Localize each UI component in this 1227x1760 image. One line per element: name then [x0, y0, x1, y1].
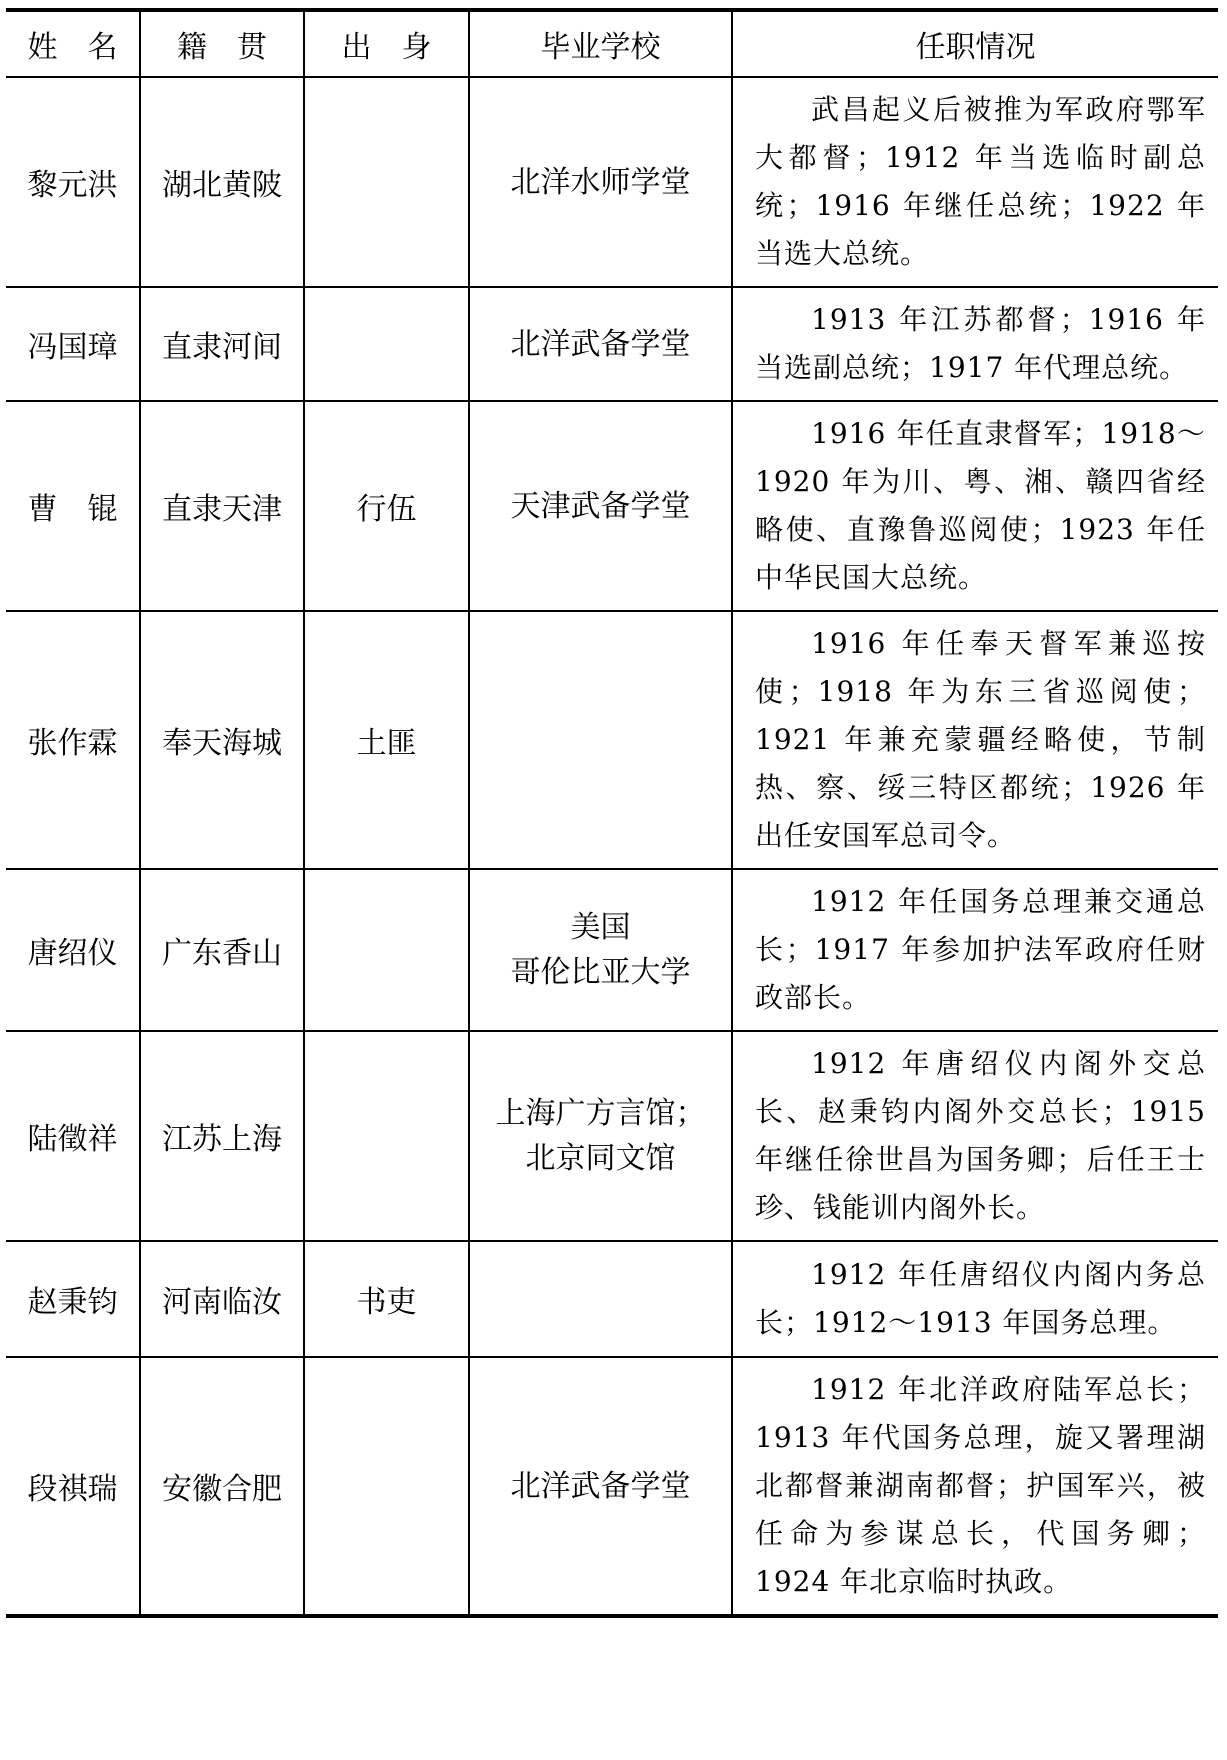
cell-name: 黎元洪: [6, 77, 140, 287]
table-row: [6, 869, 1218, 1031]
cell-native-place: 江苏上海: [140, 1031, 304, 1241]
cell-origin: [304, 77, 469, 287]
table-row: [6, 401, 1218, 611]
header-career: 任职情况: [732, 10, 1218, 77]
cell-name: 陆徵祥: [6, 1031, 140, 1241]
cell-career: 1916 年任直隶督军；1918～1920 年为川、粤、湘、赣四省经略使、直豫鲁巡阅使；1923 年任中华民国大总统。: [732, 401, 1218, 611]
cell-school: 北洋水师学堂: [469, 77, 732, 287]
cell-career: 1912 年任唐绍仪内阁内务总长；1912～1913 年国务总理。: [732, 1241, 1218, 1357]
cell-name: 冯国璋: [6, 287, 140, 401]
cell-origin: [304, 1031, 469, 1241]
cell-career: 1912 年唐绍仪内阁外交总长、赵秉钧内阁外交总长；1915 年继任徐世昌为国务卿；后任王士珍、钱能训内阁外长。: [732, 1031, 1218, 1241]
cell-name: 段祺瑞: [6, 1357, 140, 1616]
table-row: [6, 287, 1218, 401]
cell-native-place: 安徽合肥: [140, 1357, 304, 1616]
cell-school: [469, 611, 732, 869]
cell-name: 张作霖: [6, 611, 140, 869]
cell-native-place: 直隶河间: [140, 287, 304, 401]
officials-table: [6, 8, 1218, 1618]
cell-school: 美国 哥伦比亚大学: [469, 869, 732, 1031]
cell-origin: 书吏: [304, 1241, 469, 1357]
cell-school: [469, 1241, 732, 1357]
cell-origin: 土匪: [304, 611, 469, 869]
cell-native-place: 湖北黄陂: [140, 77, 304, 287]
header-native-place: 籍 贯: [140, 10, 304, 77]
cell-career: 1916 年任奉天督军兼巡按使；1918 年为东三省巡阅使；1921 年兼充蒙疆经略使，节制热、察、绥三特区都统；1926 年出任安国军总司令。: [732, 611, 1218, 869]
header-row: [6, 10, 1218, 77]
cell-native-place: 广东香山: [140, 869, 304, 1031]
header-school: 毕业学校: [469, 10, 732, 77]
cell-origin: 行伍: [304, 401, 469, 611]
cell-career: 武昌起义后被推为军政府鄂军大都督；1912 年当选临时副总统；1916 年继任总统；1922 年当选大总统。: [732, 77, 1218, 287]
cell-native-place: 奉天海城: [140, 611, 304, 869]
cell-name: 唐绍仪: [6, 869, 140, 1031]
cell-career: 1913 年江苏都督；1916 年当选副总统；1917 年代理总统。: [732, 287, 1218, 401]
header-name: 姓 名: [6, 10, 140, 77]
cell-name: 赵秉钧: [6, 1241, 140, 1357]
table-row: [6, 1241, 1218, 1357]
table-row: [6, 611, 1218, 869]
cell-origin: [304, 869, 469, 1031]
cell-career: 1912 年任国务总理兼交通总长；1917 年参加护法军政府任财政部长。: [732, 869, 1218, 1031]
cell-native-place: 直隶天津: [140, 401, 304, 611]
cell-native-place: 河南临汝: [140, 1241, 304, 1357]
header-origin: 出 身: [304, 10, 469, 77]
cell-career: 1912 年北洋政府陆军总长；1913 年代国务总理，旋又署理湖北都督兼湖南都督；护国军兴，被任命为参谋总长，代国务卿；1924 年北京临时执政。: [732, 1357, 1218, 1616]
cell-school: 北洋武备学堂: [469, 1357, 732, 1616]
cell-name: 曹 锟: [6, 401, 140, 611]
table-row: [6, 77, 1218, 287]
table-row: [6, 1031, 1218, 1241]
cell-school: 上海广方言馆； 北京同文馆: [469, 1031, 732, 1241]
cell-origin: [304, 1357, 469, 1616]
cell-origin: [304, 287, 469, 401]
cell-school: 天津武备学堂: [469, 401, 732, 611]
table-row: [6, 1357, 1218, 1616]
cell-school: 北洋武备学堂: [469, 287, 732, 401]
